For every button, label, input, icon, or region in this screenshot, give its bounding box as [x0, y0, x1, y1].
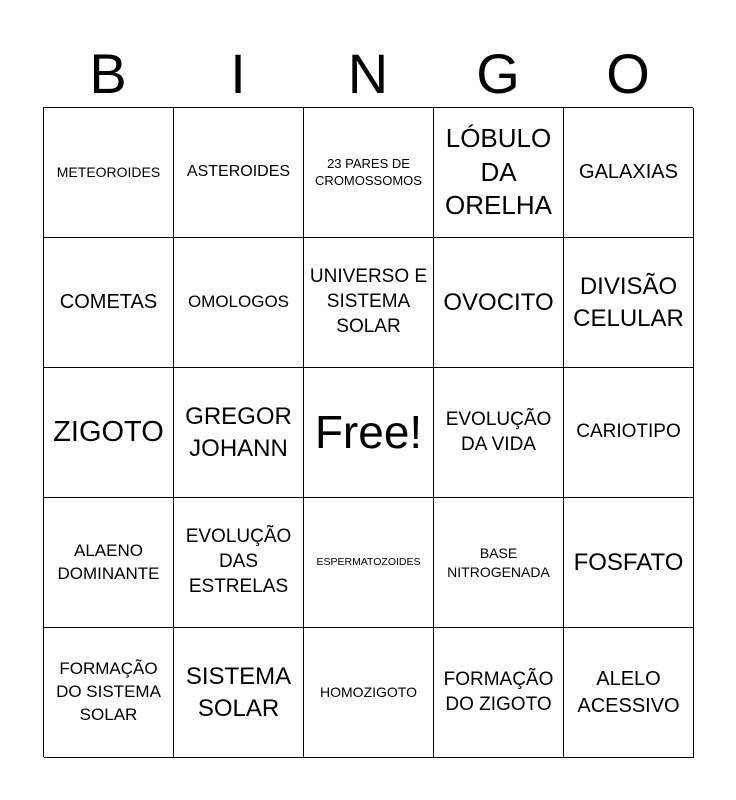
- bingo-cell[interactable]: [44, 108, 174, 238]
- bingo-cell[interactable]: [564, 238, 694, 368]
- cell-label: METEOROIDES: [56, 164, 161, 181]
- cell-label: ZIGOTO: [53, 416, 164, 449]
- bingo-cell[interactable]: [174, 498, 304, 628]
- bingo-cell[interactable]: [304, 238, 434, 368]
- bingo-cell[interactable]: [44, 368, 174, 498]
- bingo-header: [43, 40, 693, 108]
- bingo-cell[interactable]: [174, 368, 304, 498]
- bingo-cell[interactable]: [564, 498, 694, 628]
- bingo-cell[interactable]: [304, 108, 434, 238]
- bingo-cell[interactable]: [434, 498, 564, 628]
- header-letter-b: B: [89, 42, 127, 105]
- cell-label: HOMOZIGOTO: [320, 684, 417, 701]
- bingo-cell[interactable]: [174, 628, 304, 758]
- free-space-cell[interactable]: [304, 368, 434, 498]
- cell-label: COMETAS: [59, 291, 158, 313]
- cell-label: ALELO ACESSIVO: [577, 667, 680, 717]
- cell-label: SISTEMA SOLAR: [185, 663, 292, 722]
- bingo-cell[interactable]: [434, 628, 564, 758]
- cell-label: EVOLUÇÃO DAS ESTRELAS: [185, 526, 292, 597]
- header-letter-i: I: [230, 42, 246, 105]
- bingo-cell[interactable]: [564, 628, 694, 758]
- bingo-cell[interactable]: [434, 238, 564, 368]
- bingo-cell[interactable]: [174, 238, 304, 368]
- cell-label: LÓBULO DA ORELHA: [445, 122, 552, 221]
- bingo-cell[interactable]: [564, 108, 694, 238]
- cell-label: ALAENO DOMINANTE: [57, 540, 160, 583]
- cell-label: GREGOR JOHANN: [185, 403, 292, 462]
- bingo-cell[interactable]: [564, 368, 694, 498]
- bingo-card-grid: [43, 107, 693, 757]
- cell-label: FOSFATO: [573, 548, 684, 576]
- bingo-cell[interactable]: [434, 108, 564, 238]
- bingo-cell[interactable]: [304, 628, 434, 758]
- cell-label: ASTEROIDES: [186, 163, 291, 181]
- cell-label: CARIOTIPO: [576, 421, 681, 443]
- bingo-cell[interactable]: [304, 498, 434, 628]
- cell-label: FORMAÇÃO DO SISTEMA SOLAR: [56, 659, 161, 724]
- header-letter-o: O: [606, 42, 650, 105]
- bingo-cell[interactable]: [44, 238, 174, 368]
- cell-label: OVOCITO: [443, 288, 554, 316]
- cell-label: EVOLUÇÃO DA VIDA: [445, 408, 552, 455]
- bingo-cell[interactable]: [434, 368, 564, 498]
- free-space-label: Free!: [314, 406, 423, 459]
- cell-label: GALAXIAS: [579, 161, 678, 183]
- header-letter-g: G: [476, 42, 520, 105]
- cell-label: 23 PARES DE CROMOSSOMOS: [315, 155, 422, 188]
- cell-label: OMOLOGOS: [187, 292, 290, 312]
- cell-label: UNIVERSO E SISTEMA SOLAR: [309, 266, 428, 337]
- cell-label: FORMAÇÃO DO ZIGOTO: [443, 668, 554, 715]
- bingo-cell[interactable]: [44, 628, 174, 758]
- bingo-cell[interactable]: [174, 108, 304, 238]
- cell-label: DIVISÃO CELULAR: [573, 273, 684, 332]
- header-letter-n: N: [347, 42, 389, 105]
- cell-label: BASE NITROGENADA: [447, 545, 550, 580]
- cell-label: ESPERMATOZOIDES: [316, 555, 421, 568]
- bingo-cell[interactable]: [44, 498, 174, 628]
